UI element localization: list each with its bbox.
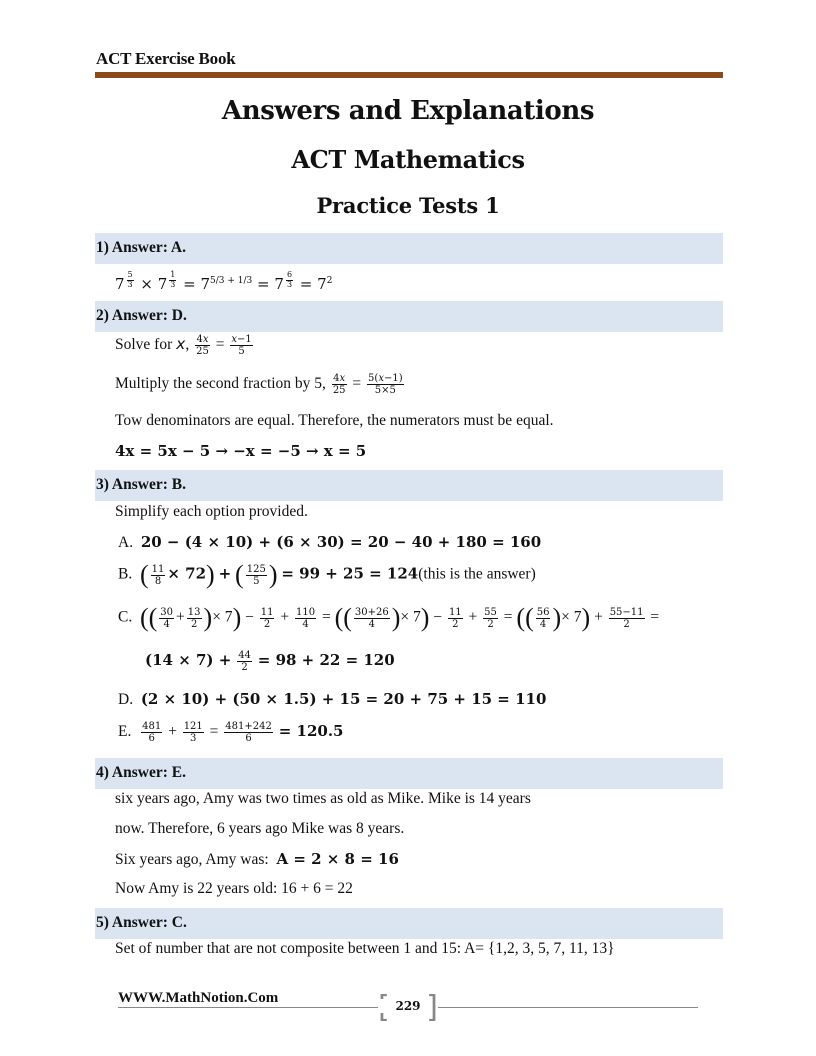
answer-label-3: 3) Answer: B. — [96, 476, 186, 493]
q4-line-3: Six years ago, Amy was: A = 2 × 8 = 16 — [115, 850, 399, 868]
answer-band-2 — [95, 301, 723, 332]
q4-line-1: six years ago, Amy was two times as old as Mike. Mike is 14 years — [115, 790, 531, 807]
footer-website-link[interactable]: WWW.MathNotion.Com — [118, 990, 279, 1006]
q5-line-1: Set of number that are not composite between 1 and 15: A= {1,2, 3, 5, 7, 11, 13} — [115, 940, 615, 957]
q3-option-a: A. 20 − (4 × 10) + (6 × 30) = 20 − 40 + 180 = 160 — [118, 533, 542, 551]
q3-option-c: C. (( $\frac{30}{4}$ + $\frac{13}{2}$ )× 7) − $\frac{11}{2}$ + $\frac{110}{4}$ = (( $\frac{30+26}{4}$ )× 7) − $\frac{11}{2}$ + $\frac{55}{2}$ = (( $\frac{56}{4}$ )× 7) + $\frac{55-11}{2}$ = — [118, 603, 660, 632]
answer-label-2: 2) Answer: D. — [96, 307, 187, 324]
answer-label-1: 1) Answer: A. — [96, 239, 186, 256]
q3-option-b: B. ( $\frac{11}{8}$ × 72) + ( $\frac{125}{5}$ ) = 99 + 25 = 124(this is the answer) — [118, 560, 536, 589]
q4-line-2: now. Therefore, 6 years ago Mike was 8 years. — [115, 820, 405, 837]
q1-equation: 7 $^{\frac{5}{3}}$ × 7 $^{\frac{1}{3}}$ = $7^{5/3 + 1/3} = 7$ $^{\frac{6}{3}}$ = $7^2$ — [115, 270, 333, 293]
page-title: Answers and Explanations — [221, 96, 595, 126]
test-title: Practice Tests 1 — [316, 193, 500, 218]
q2-line-2: Multiply the second fraction by 5, $\frac{4x}{25}$ = $\frac{5(x-1)}{5\times 5}$ — [115, 373, 403, 396]
q3-option-c-cont: (14 × 7) + $\frac{44}{2}$ = 98 + 22 = 120 — [145, 650, 395, 673]
header-rule — [95, 72, 723, 78]
q2-line-1: Solve for x, $\frac{4x}{25}$ = $\frac{x-1}{5}$ — [115, 334, 252, 357]
q2-line-3: Tow denominators are equal. Therefore, the numerators must be equal. — [115, 412, 554, 429]
page-number: 229 — [378, 999, 438, 1013]
running-header: ACT Exercise Book — [96, 49, 236, 68]
right-bracket-icon: ] — [426, 990, 438, 1025]
q3-intro: Simplify each option provided. — [115, 503, 308, 520]
q2-line-4: 4x = 5x − 5 → −x = −5 → x = 5 — [115, 442, 367, 460]
answer-band-1 — [95, 233, 723, 264]
answer-band-5 — [95, 908, 723, 939]
page-number-box — [378, 990, 438, 1024]
answer-label-4: 4) Answer: E. — [96, 764, 186, 781]
subject-title: ACT Mathematics — [291, 145, 525, 174]
q4-line-4: Now Amy is 22 years old: 16 + 6 = 22 — [115, 880, 353, 897]
q3-option-d: D. (2 × 10) + (50 × 1.5) + 15 = 20 + 75 + 15 = 110 — [118, 690, 547, 708]
answer-label-5: 5) Answer: C. — [96, 914, 187, 931]
answer-band-3 — [95, 470, 723, 501]
q3-option-e: E. $\frac{481}{6}$ + $\frac{121}{3}$ = $\frac{481+242}{6}$ = 120.5 — [118, 721, 344, 744]
answer-band-4 — [95, 758, 723, 789]
